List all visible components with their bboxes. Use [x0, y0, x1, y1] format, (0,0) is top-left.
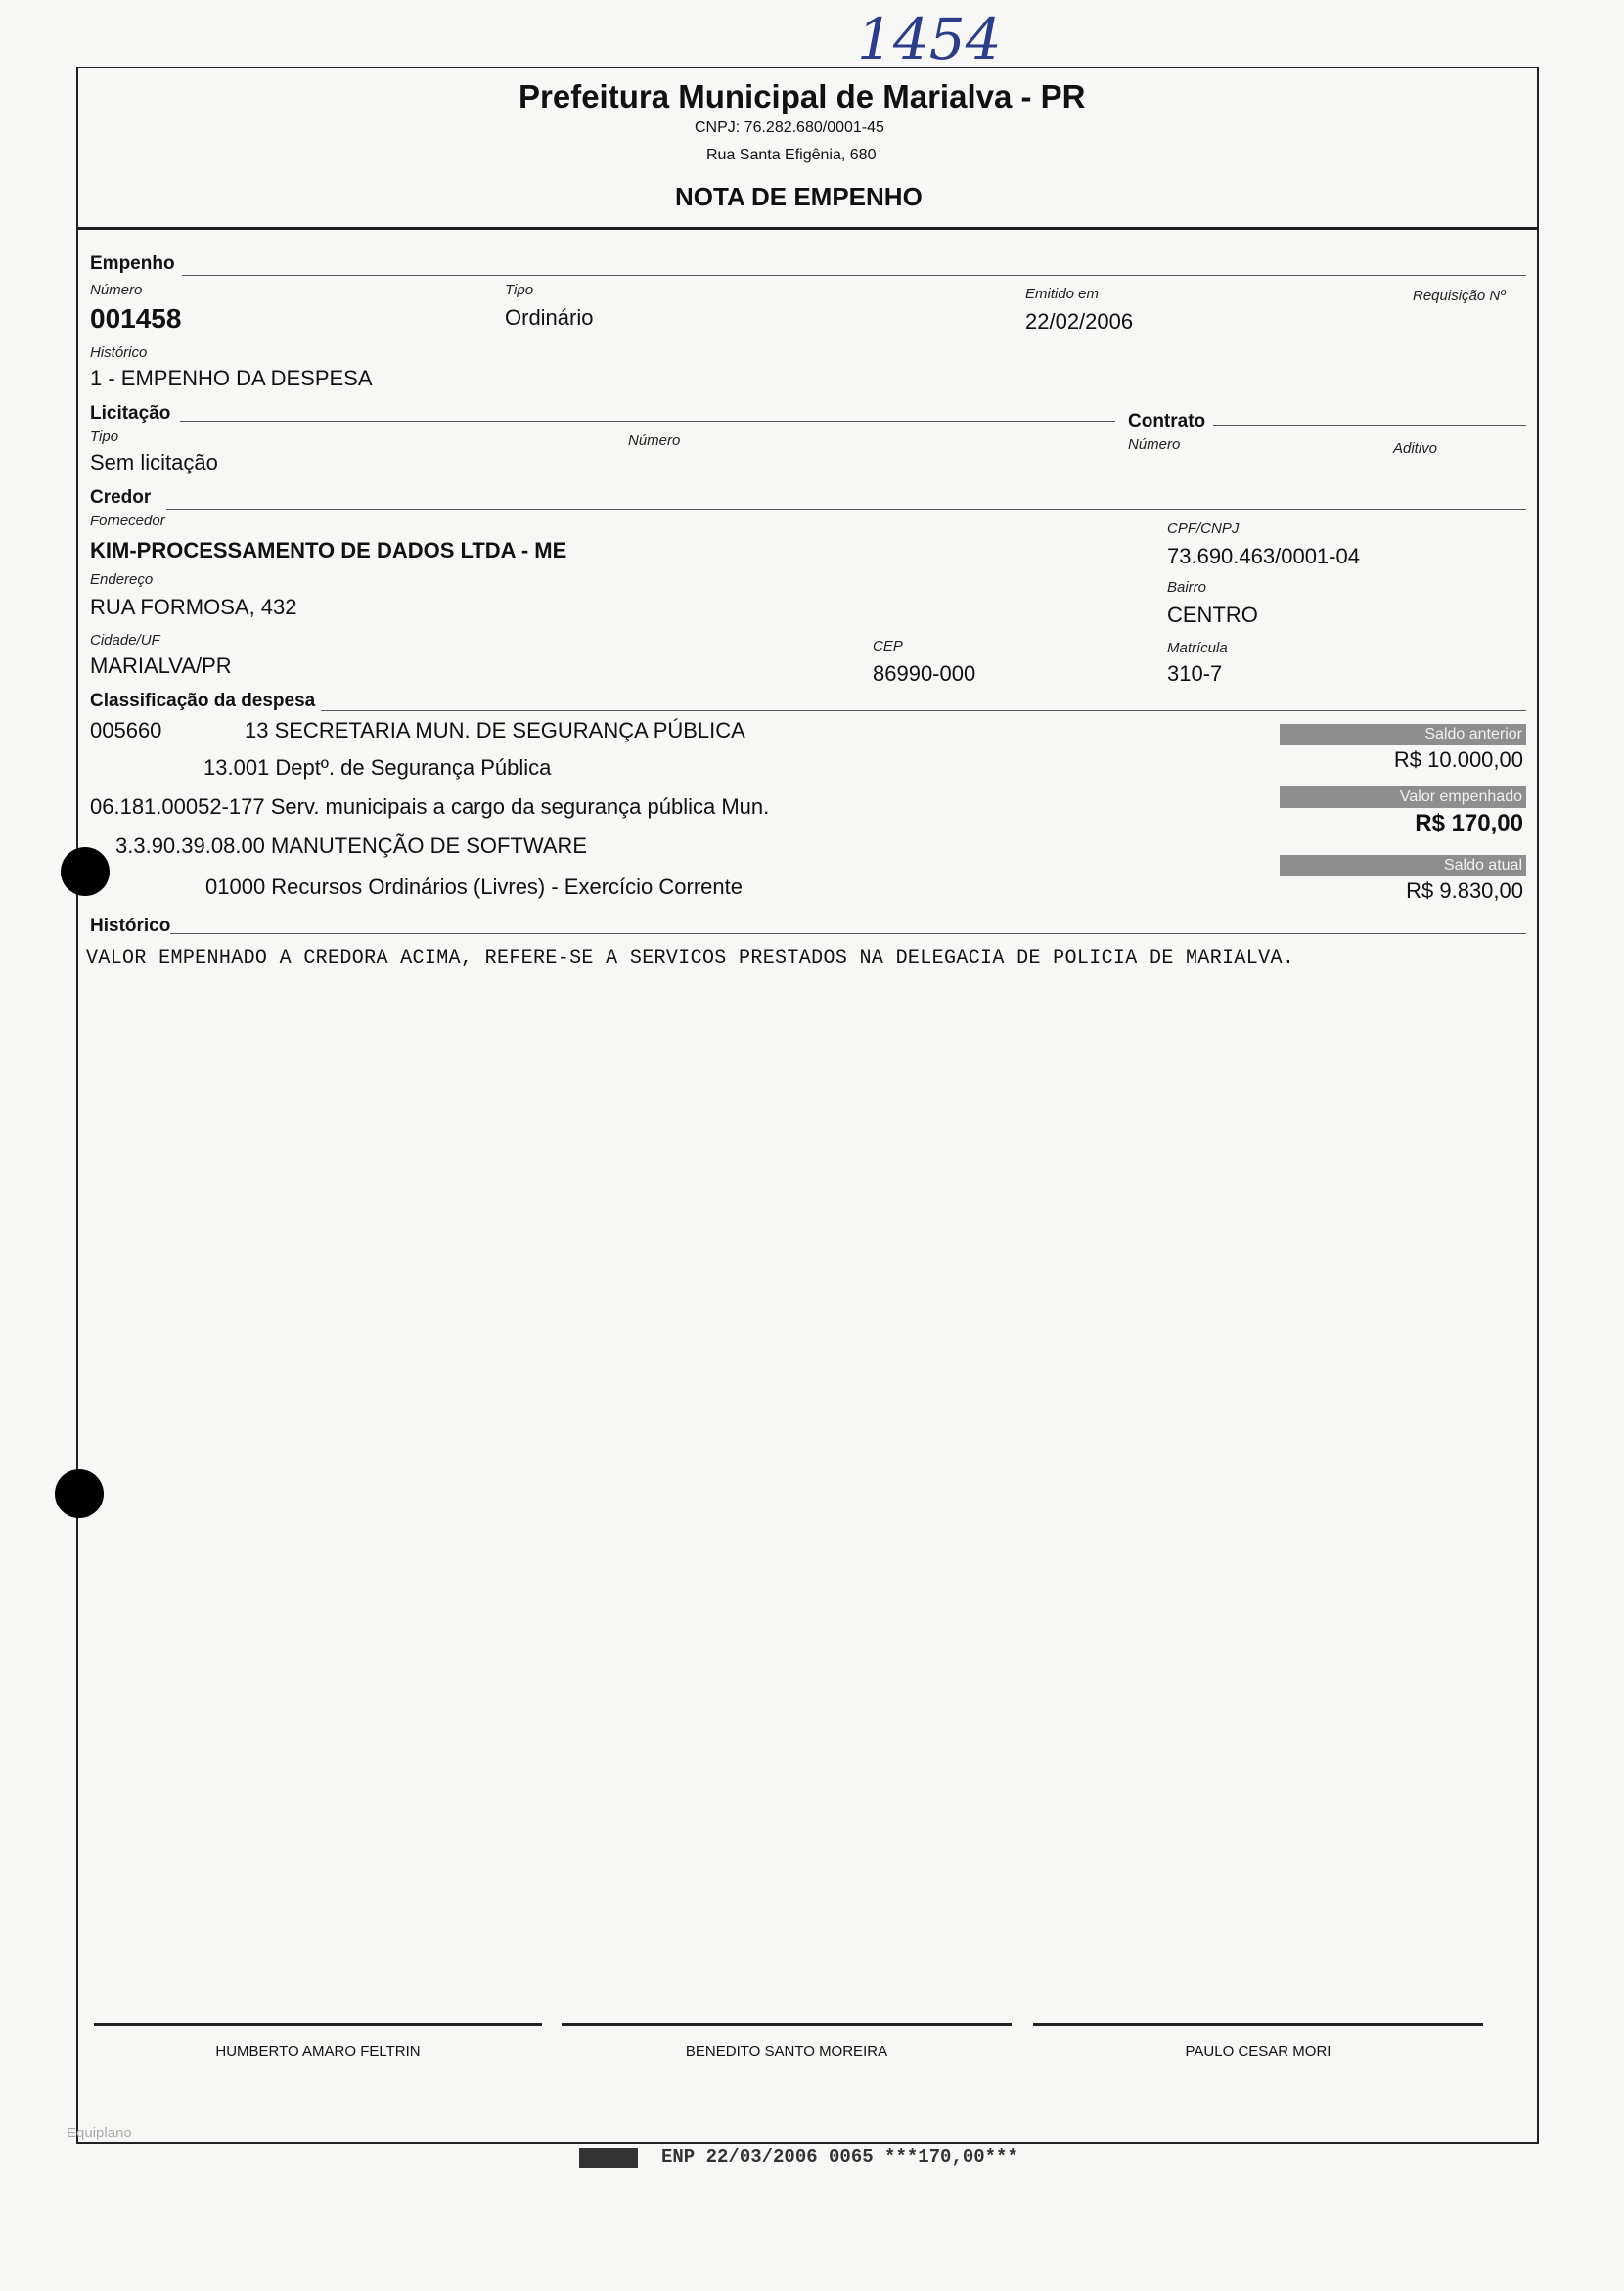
- classificacao-departamento: 13.001 Deptº. de Segurança Pública: [203, 755, 552, 780]
- cep-label: CEP: [873, 638, 903, 654]
- section-rule: [182, 275, 1526, 276]
- footer-brand: Equiplano: [67, 2125, 132, 2141]
- credor-cidade: MARIALVA/PR: [90, 653, 232, 678]
- page-title: Prefeitura Municipal de Marialva - PR: [519, 78, 1086, 114]
- tipo-label: Tipo: [505, 282, 534, 298]
- section-rule: [1213, 425, 1526, 426]
- section-historico: Histórico: [90, 916, 171, 936]
- licitacao-tipo-label: Tipo: [90, 428, 119, 445]
- numero-label: Número: [90, 282, 143, 298]
- section-empenho: Empenho: [90, 253, 175, 274]
- saldo-anterior-value: R$ 10.000,00: [1393, 747, 1523, 772]
- bairro-label: Bairro: [1167, 579, 1207, 596]
- credor-fornecedor: KIM-PROCESSAMENTO DE DADOS LTDA - ME: [90, 538, 567, 562]
- classificacao-recurso: 01000 Recursos Ordinários (Livres) - Exercício Corrente: [205, 875, 743, 899]
- section-contrato: Contrato: [1128, 411, 1206, 431]
- cpf-label: CPF/CNPJ: [1167, 520, 1240, 537]
- header-address: Rua Santa Efigênia, 680: [706, 147, 877, 163]
- valor-empenhado-label: Valor empenhado: [1280, 786, 1526, 808]
- classificacao-secretaria: 13 SECRETARIA MUN. DE SEGURANÇA PÚBLICA: [245, 718, 745, 742]
- classificacao-funcional: 06.181.00052-177 Serv. municipais a cargo da segurança pública Mun.: [90, 794, 770, 819]
- section-classificacao: Classificação da despesa: [90, 691, 316, 711]
- historico-label: Histórico: [90, 344, 148, 361]
- signature-line: [94, 2023, 542, 2026]
- credor-bairro: CENTRO: [1167, 603, 1258, 627]
- empenho-emitido: 22/02/2006: [1025, 309, 1134, 334]
- signature-name-1: HUMBERTO AMARO FELTRIN: [215, 2044, 421, 2060]
- bank-logo: [579, 2148, 638, 2168]
- credor-cpf: 73.690.463/0001-04: [1167, 544, 1360, 568]
- bank-stamp: ENP 22/03/2006 0065 ***170,00***: [661, 2146, 1018, 2168]
- cidade-label: Cidade/UF: [90, 632, 160, 649]
- fornecedor-label: Fornecedor: [90, 513, 165, 529]
- licitacao-numero-label: Número: [628, 432, 681, 449]
- header-divider: [76, 227, 1539, 230]
- signature-name-2: BENEDITO SANTO MOREIRA: [685, 2044, 888, 2060]
- valor-empenhado-value: R$ 170,00: [1415, 810, 1523, 836]
- empenho-historico: 1 - EMPENHO DA DESPESA: [90, 366, 373, 390]
- section-rule: [170, 933, 1526, 934]
- punch-hole: [55, 1469, 104, 1518]
- endereco-label: Endereço: [90, 571, 154, 588]
- classificacao-code: 005660: [90, 718, 162, 742]
- signature-line: [562, 2023, 1012, 2026]
- empenho-tipo: Ordinário: [505, 305, 594, 330]
- saldo-anterior-label: Saldo anterior: [1280, 724, 1526, 745]
- signature-line: [1033, 2023, 1483, 2026]
- matricula-label: Matrícula: [1167, 640, 1228, 656]
- section-rule: [166, 509, 1526, 510]
- punch-hole: [61, 847, 110, 896]
- saldo-atual-value: R$ 9.830,00: [1406, 878, 1523, 903]
- section-credor: Credor: [90, 487, 152, 508]
- emitido-label: Emitido em: [1025, 286, 1100, 302]
- credor-endereco: RUA FORMOSA, 432: [90, 595, 297, 619]
- licitacao-tipo: Sem licitação: [90, 450, 218, 474]
- historico-text: VALOR EMPENHADO A CREDORA ACIMA, REFERE-SE A SERVICOS PRESTADOS NA DELEGACIA DE POLICIA DE MARIALVA.: [86, 947, 1295, 969]
- header-cnpj: CNPJ: 76.282.680/0001-45: [695, 119, 884, 136]
- contrato-aditivo-label: Aditivo: [1393, 440, 1438, 457]
- section-rule: [180, 421, 1115, 422]
- handwritten-page-number: 1454: [857, 6, 1002, 72]
- document-title: NOTA DE EMPENHO: [675, 182, 923, 211]
- signature-name-3: PAULO CESAR MORI: [1185, 2044, 1331, 2060]
- section-rule: [321, 710, 1526, 711]
- empenho-numero: 001458: [90, 303, 182, 334]
- classificacao-elemento: 3.3.90.39.08.00 MANUTENÇÃO DE SOFTWARE: [115, 833, 588, 858]
- credor-matricula: 310-7: [1167, 661, 1223, 686]
- section-licitacao: Licitação: [90, 403, 171, 424]
- contrato-numero-label: Número: [1128, 436, 1181, 453]
- credor-cep: 86990-000: [873, 661, 976, 686]
- requisicao-label: Requisição Nº: [1413, 288, 1506, 304]
- saldo-atual-label: Saldo atual: [1280, 855, 1526, 876]
